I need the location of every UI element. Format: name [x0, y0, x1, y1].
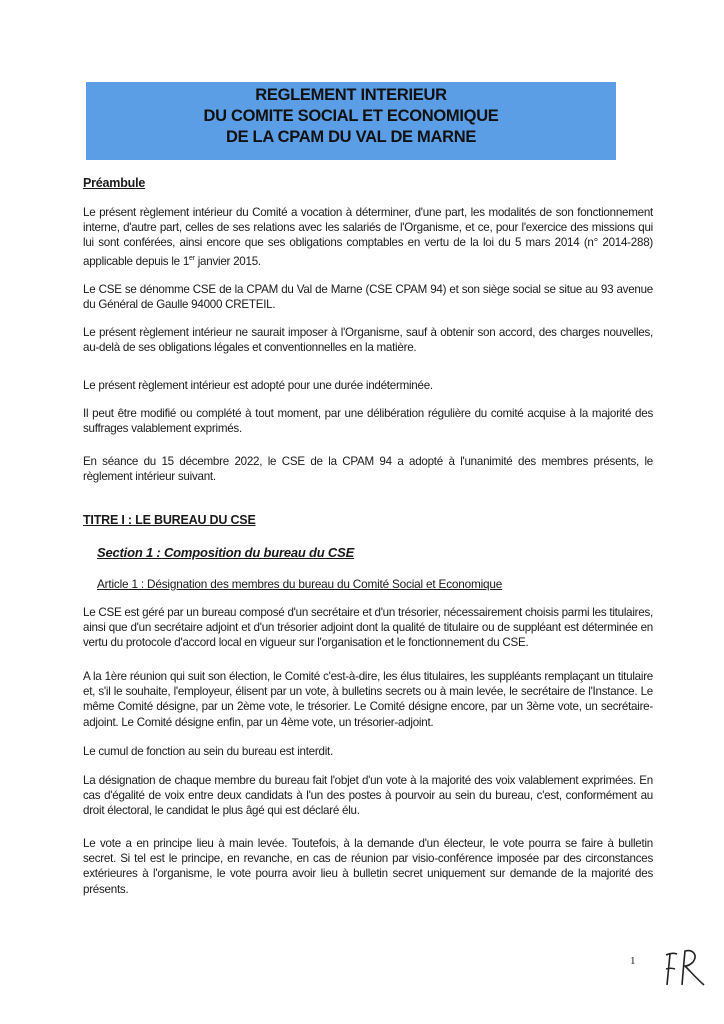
text: Le présent règlement intérieur du Comité a vocation à déterminer, d'une part, les modalités de son fonctionnement interne, d'autre part, celles de ses relations avec les salariés de l'Organisme, et ce, pour l'exercice des missions qui lui sont conférées, ainsi encore que ses obligations comptables en vertu de la loi du 5 mars 2014 (n° 2014-288) applicable depuis le 1 — [83, 206, 653, 268]
title-line-3: DE LA CPAM DU VAL DE MARNE — [225, 128, 477, 146]
article-1-paragraph-5: Le vote a en principe lieu à main levée. Toutefois, à la demande d'un électeur, le vote pourra se faire à bulletin secret. Si tel est le principe, en revanche, en cas de réunion par visio-conférence imposée par des circonstances extérieures à l'organisme, le vote pourra avoir lieu à bulletin secret uniquement sur demande de la majorité des présents. — [83, 837, 653, 896]
page-number: 1 — [630, 955, 636, 967]
section-1-heading: Section 1 : Composition du bureau du CSE — [97, 545, 355, 560]
handwritten-initials-signature — [660, 945, 710, 990]
article-1-paragraph-2: A la 1ère réunion qui suit son élection, le Comité c'est-à-dire, les élus titulaires, les suppléants remplaçant un titulaire et, s'il le souhaite, l'employeur, élisent par un vote, à bulletins secrets ou à main levée, le secrétaire de l'Instance. Le même Comité désigne, par un 2ème vote, le trésorier. Le Comité désigne encore, par un 3ème vote, un secrétaire-adjoint. Le Comité désigne enfin, par un 4ème vote, un trésorier-adjoint. — [83, 670, 653, 729]
preambule-heading: Préambule — [83, 176, 146, 190]
titre-1-heading: TITRE I : LE BUREAU DU CSE — [83, 513, 256, 527]
preambule-paragraph-2: Le CSE se dénomme CSE de la CPAM du Val de Marne (CSE CPAM 94) et son siège social se situe au 93 avenue du Général de Gaulle 94000 CRETEIL. — [83, 283, 653, 312]
preambule-paragraph-6: En séance du 15 décembre 2022, le CSE de la CPAM 94 a adopté à l'unanimité des membres présents, le règlement intérieur suivant. — [83, 455, 653, 484]
article-1-paragraph-3: Le cumul de fonction au sein du bureau est interdit. — [83, 745, 333, 758]
article-1-paragraph-4: La désignation de chaque membre du bureau fait l'objet d'un vote à la majorité des voix valablement exprimées. En cas d'égalité de voix entre deux candidats à l'un des postes à pourvoir au sein du bureau, c'est, conformément au droit électoral, le candidat le plus âgé qui est déclaré élu. — [83, 774, 653, 818]
article-1-heading: Article 1 : Désignation des membres du bureau du Comité Social et Economique — [97, 577, 503, 591]
superscript: er — [189, 254, 195, 262]
title-line-2: DU COMITE SOCIAL ET ECONOMIQUE — [203, 107, 499, 125]
preambule-paragraph-5: Il peut être modifié ou complété à tout moment, par une délibération régulière du comité acquise à la majorité des suffrages valablement exprimés. — [83, 407, 653, 436]
preambule-paragraph-1 — [83, 205, 653, 269]
document-title-banner — [86, 82, 616, 160]
title-line-1: REGLEMENT INTERIEUR — [255, 86, 447, 104]
preambule-paragraph-4: Le présent règlement intérieur est adopté pour une durée indéterminée. — [83, 379, 433, 392]
article-1-paragraph-1: Le CSE est géré par un bureau composé d'un secrétaire et d'un trésorier, nécessairement choisis parmi les titulaires, ainsi que d'un secrétaire adjoint et d'un trésorier adjoint dont la qualité de titulaire ou de suppléant est déterminée en vertu du protocole d'accord local en vigueur sur l'organisation et le fonctionnement du CSE. — [83, 606, 653, 650]
preambule-paragraph-3: Le présent règlement intérieur ne saurait imposer à l'Organisme, sauf à obtenir son accord, des charges nouvelles, au-delà de ses obligations légales et conventionnelles en la matière. — [83, 326, 653, 355]
text: janvier 2015. — [194, 254, 261, 268]
